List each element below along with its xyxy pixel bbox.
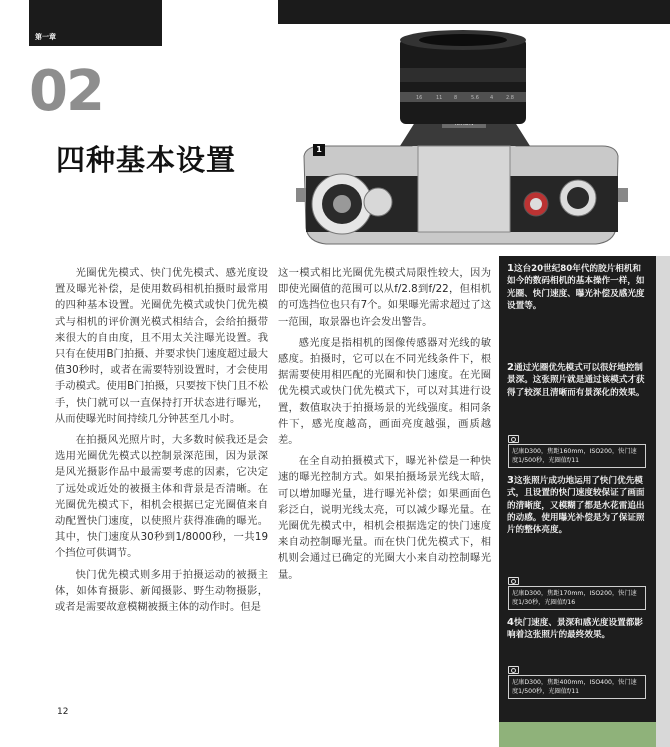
svg-text:2.8: 2.8 [506,95,514,101]
camera-photo [296,28,628,260]
caption-text: 快门速度、景深和感光度设置都影响着这张照片的最终效果。 [507,618,643,641]
exif-info-3: 尼康D300，焦距170mm，ISO200，快门速度1/30秒，光圈值f/16 [508,586,646,610]
caption-number: 4 [507,617,514,628]
caption-text: 这张照片成功地运用了快门优先模式，且设置的快门速度较保证了画面的清晰度，又模糊了都是水花雷追出的动感。使用曝光补偿是为了保证照片的整体亮度。 [507,476,645,536]
camera-icon [508,435,519,443]
svg-text:16: 16 [416,95,423,101]
caption-2 [507,362,649,399]
paragraph: 光圈优先模式、快门优先模式、感光度设置及曝光补偿，是使用数码相机拍摄时最常用的四种基本设置。光圈优先模式或快门优先模式与相机的评价测光模式相结合，会给拍摄带来很大的自由度，且不用太关注曝光设置。我只有在使用B门拍摄、并要求快门速度超过最大值30秒时，或者在需要特别设置时，才会使用手动模式。使用B门拍摄，只要按下快门且不松手，快门就可以一直保持打开状态进行曝光，从而使曝光时间持续几分钟甚至几小时。 [55,267,269,425]
header-bar [278,0,670,24]
paragraph: 感光度是指相机的图像传感器对光线的敏感度。拍摄时，它可以在不同光线条件下，根据需要使用相匹配的光圈和快门速度。在光圈优先模式或快门优先模式下，可以对其进行设置，数值取决于拍摄场景的光线强度。相同条件下，感光度越高，画面亮度越强，画质越差。 [278,336,491,447]
caption-number: 1 [507,263,514,274]
body-column-2 [278,265,491,588]
svg-text:5.6: 5.6 [471,95,479,101]
caption-text: 这台20世纪80年代的胶片相机和如今的数码相机的基本操作一样，如光圈、快门速度、曝光补偿及感光度设置等。 [507,264,645,311]
paragraph: 在拍摄风光照片时，大多数时候我还是会选用光圈优先模式以控制景深范围，因为景深是风光摄影作品中最需要考虑的因素，它决定了远处或近处的被摄主体和背景是否清晰。在光圈优先模式下，相机会根据已定光圈值来自动配置快门速度，以使照片获得准确的曝光。其中，快门速度从30秒到1/8000秒，一共19个挡位可供调节。 [55,434,268,560]
caption-4 [507,617,649,642]
chapter-tab [29,0,162,46]
svg-text:11: 11 [436,95,443,101]
caption-3 [507,475,649,536]
paragraph: 这一模式相比光圈优先模式局限性较大，因为即使光圈值的范围可以从f/2.8到f/22，但相机的可选挡位也只有7个。如果曝光需求超过了这一范围，取景器也许会发出警告。 [278,267,491,328]
caption-number: 3 [507,475,514,486]
chapter-tab-label: 第一章 [35,33,56,41]
caption-text: 通过光圈优先模式可以很好地控制景深。这张照片就是通过该模式才获得了较深且清晰而有景深化的效果。 [507,363,645,398]
paragraph: 快门优先模式则多用于拍摄运动的被摄主体，如体育摄影、新闻摄影、野生动物摄影，或者是需要故意模糊被摄主体的动作时。但是 [55,568,268,614]
exif-info-2: 尼康D300，焦距160mm，ISO200，快门速度1/500秒，光圈值f/11 [508,444,646,468]
caption-1 [507,263,649,312]
page-edge-strip [656,256,670,747]
camera-icon [508,666,519,674]
chapter-title: 四种基本设置 [56,143,237,177]
photo-number-badge: 1 [313,144,325,156]
camera-icon [508,577,519,585]
svg-text:8: 8 [454,95,458,101]
exif-info-4: 尼康D300，焦距400mm，ISO400，快门速度1/500秒，光圈值f/11 [508,675,646,699]
chapter-number: 02 [29,59,103,124]
svg-text:4: 4 [490,95,494,101]
page-number: 12 [57,707,69,717]
sidebar-accent [499,722,656,747]
body-column-1 [55,265,268,620]
caption-number: 2 [507,362,514,373]
paragraph: 在全自动拍摄模式下，曝光补偿是一种快速的曝光控制方式。如果拍摄场景光线太暗，可以增加曝光量，进行曝光补偿；如果画面色彩泛白，说明光线太亮，可以减少曝光量。在光圈优先模式中，相机会根据选定的快门速度来自动控制曝光量。而在快门优先模式下，相机则会通过已确定的光圈大小来自动控制曝光量。 [278,455,491,581]
